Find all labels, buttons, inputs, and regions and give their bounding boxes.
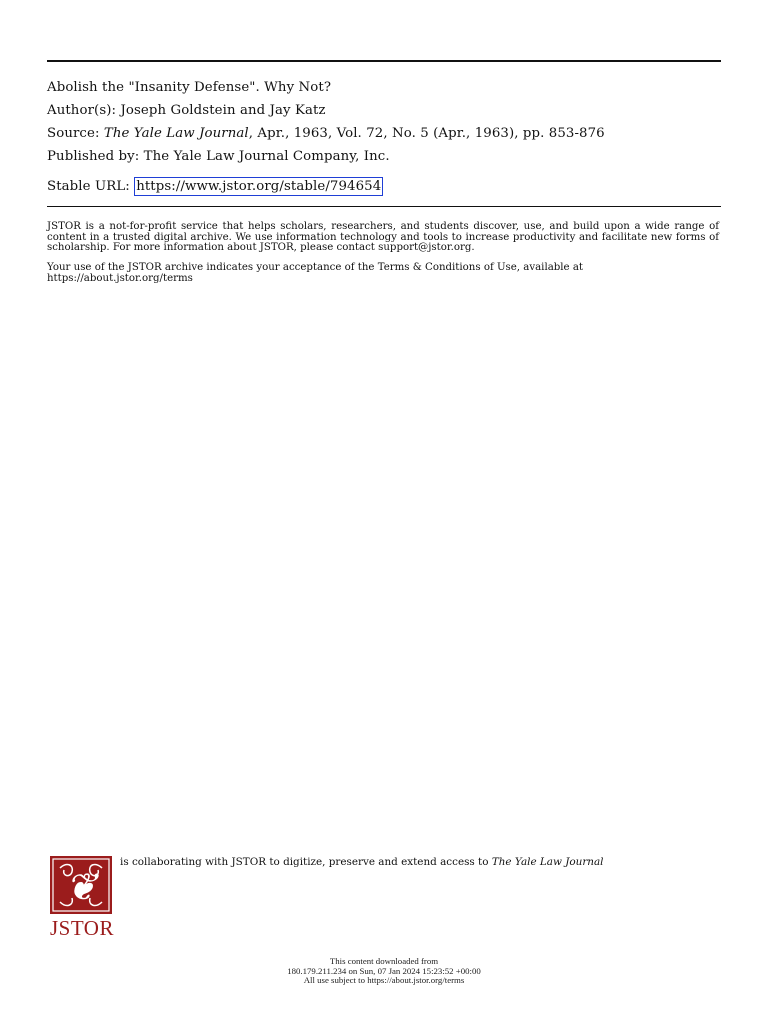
- jstor-seal-icon: [50, 856, 112, 914]
- about-jstor-notice: JSTOR is a not-for-profit service that helps scholars, researchers, and students discover, use, and build upon a wide range of content in a trusted digital archive. We use information technology and tools to increase productivity and facilitate new forms of scholarship. For more information about JSTOR, please contact support@jstor.org.: [47, 221, 719, 254]
- publisher-label: Published by:: [47, 149, 140, 164]
- terms-notice: [47, 263, 719, 284]
- publisher-row: [47, 149, 390, 165]
- footer-line-2: 180.179.211.234 on Sun, 07 Jan 2024 15:23:52 +00:00: [287, 965, 481, 976]
- divider-rule: [47, 206, 721, 207]
- footer-line-3: All use subject to https://about.jstor.org/terms: [303, 975, 465, 986]
- authors-label: Author(s):: [47, 103, 117, 118]
- source-journal: The Yale Law Journal: [103, 126, 249, 141]
- jstor-wordmark: JSTOR: [50, 916, 114, 940]
- source-row: [47, 126, 605, 142]
- top-rule: [47, 60, 721, 62]
- collaboration-text: is collaborating with JSTOR to digitize, preserve and extend access to: [120, 856, 489, 868]
- publisher-value: The Yale Law Journal Company, Inc.: [143, 149, 390, 164]
- source-label: Source:: [47, 126, 100, 141]
- collaboration-statement: [120, 856, 604, 868]
- collaboration-journal: The Yale Law Journal: [491, 856, 604, 868]
- stable-url-label: Stable URL:: [47, 179, 130, 194]
- svg-text:❦: ❦: [65, 867, 97, 909]
- footer-line-1: This content downloaded from: [329, 956, 439, 966]
- article-title-text: Abolish the "Insanity Defense". Why Not?: [47, 80, 332, 95]
- source-details: , Apr., 1963, Vol. 72, No. 5 (Apr., 1963), pp. 853-876: [248, 126, 605, 141]
- article-title: [47, 80, 331, 96]
- authors-row: [47, 103, 326, 119]
- jstor-logo: [50, 856, 114, 941]
- stable-url-link[interactable]: https://www.jstor.org/stable/794654: [136, 179, 382, 194]
- authors-value: Joseph Goldstein and Jay Katz: [120, 103, 326, 118]
- terms-link[interactable]: https://about.jstor.org/terms: [47, 272, 193, 284]
- download-footer: [0, 957, 768, 986]
- stable-url-row: [47, 177, 383, 196]
- terms-notice-line1: Your use of the JSTOR archive indicates your acceptance of the Terms & Conditions of Use, available at: [47, 262, 583, 273]
